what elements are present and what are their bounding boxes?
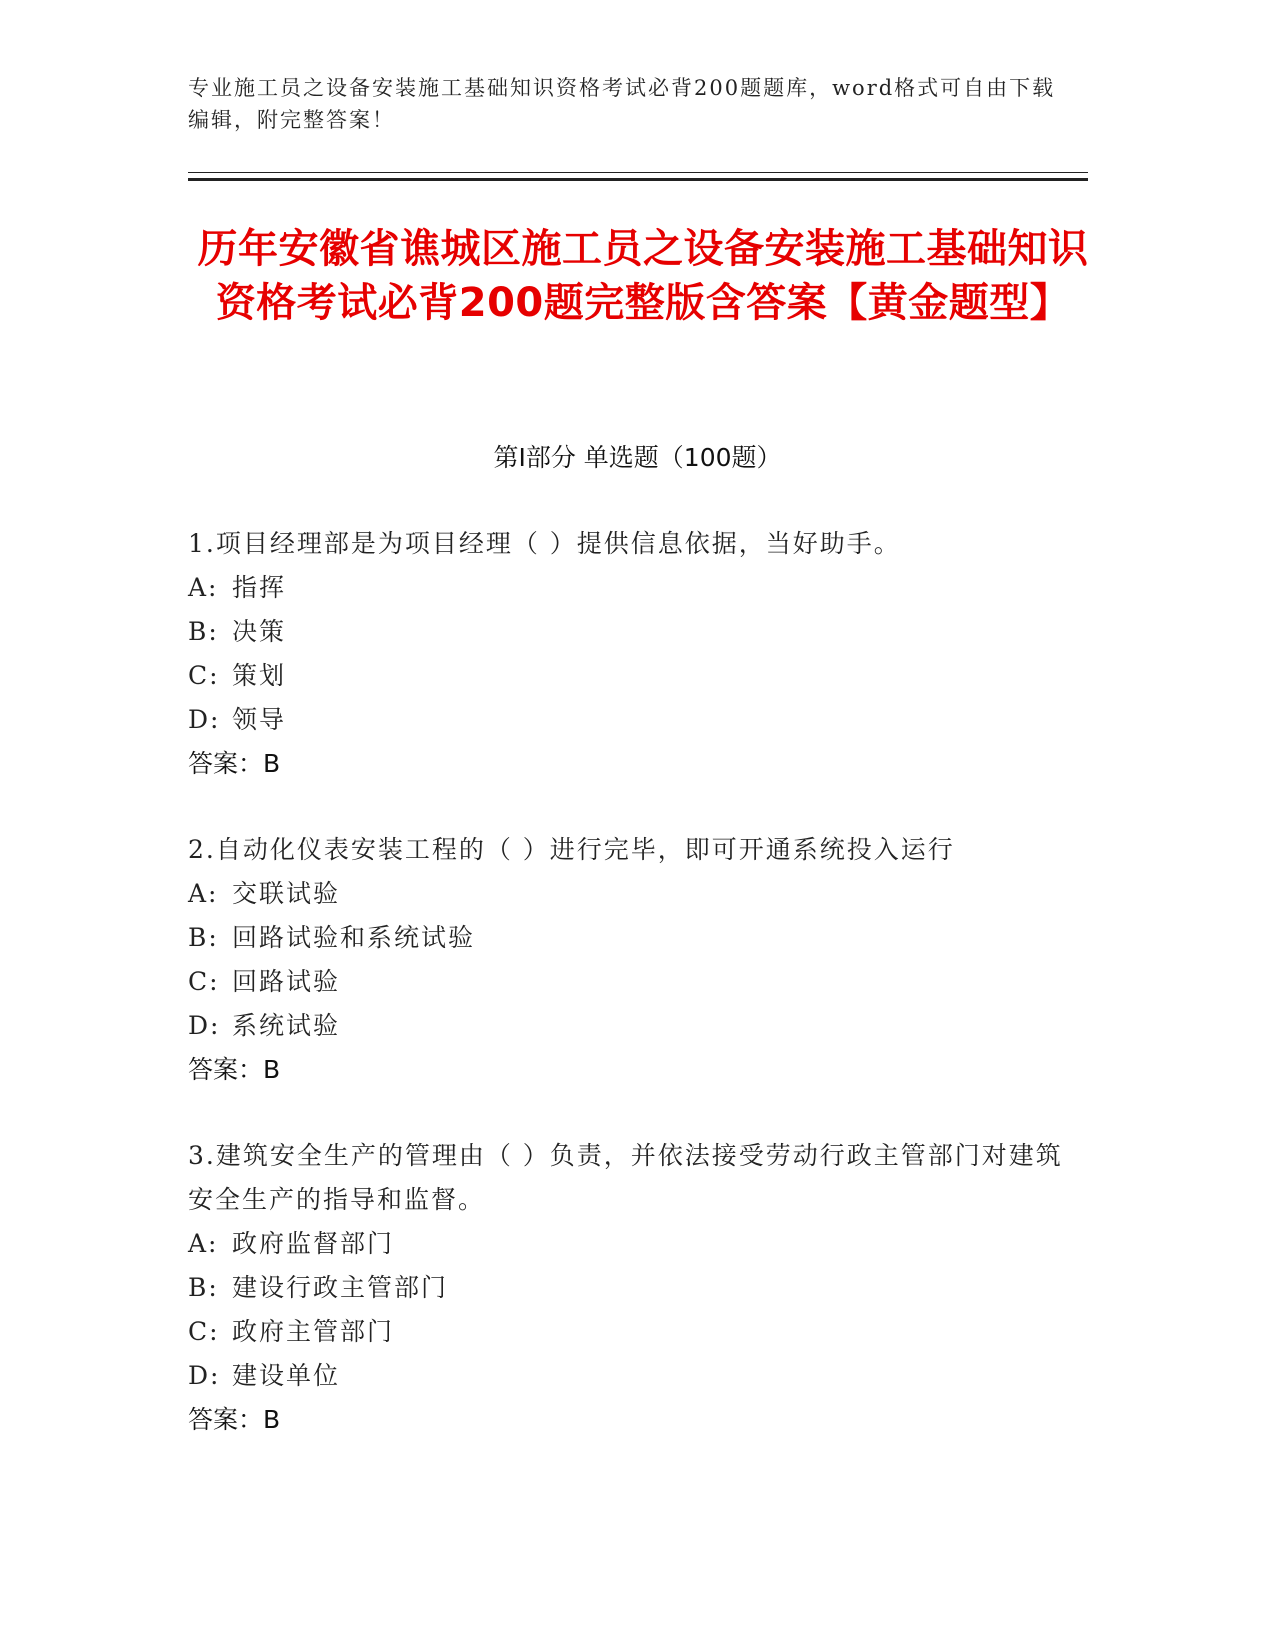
option-text: 政府主管部门 [232, 1317, 395, 1346]
option-letter: D: [188, 1011, 221, 1040]
option-letter: B: [188, 923, 219, 952]
option-text: 指挥 [232, 573, 287, 602]
option-text: 策划 [232, 661, 287, 690]
option-text: 回路试验和系统试验 [232, 923, 476, 952]
option-a [188, 1222, 1088, 1266]
option-d [188, 1354, 1088, 1398]
header-divider-thick [188, 178, 1088, 181]
option-letter: A: [188, 573, 219, 602]
option-letter: A: [188, 1229, 219, 1258]
option-b [188, 916, 1088, 960]
option-c [188, 960, 1088, 1004]
option-a [188, 566, 1088, 610]
answer-line: 答案：B [188, 1405, 281, 1434]
option-text: 建设单位 [232, 1361, 341, 1390]
option-c [188, 1310, 1088, 1354]
option-text: 政府监督部门 [232, 1229, 395, 1258]
option-d [188, 698, 1088, 742]
question-stem: 3.建筑安全生产的管理由（ ）负责，并依法接受劳动行政主管部门对建筑安全生产的指导和监督。 [188, 1141, 1063, 1214]
section-heading: 第Ⅰ部分 单选题（100题） [493, 443, 782, 472]
option-text: 建设行政主管部门 [232, 1273, 449, 1302]
option-letter: A: [188, 879, 219, 908]
option-text: 回路试验 [232, 967, 341, 996]
option-letter: C: [188, 1317, 220, 1346]
header-note: 专业施工员之设备安装施工基础知识资格考试必背200题题库，word格式可自由下载编辑，附完整答案！ [188, 76, 1056, 132]
option-text: 领导 [232, 705, 287, 734]
option-letter: C: [188, 967, 220, 996]
question-3 [188, 1134, 1088, 1442]
question-stem: 1.项目经理部是为项目经理（ ）提供信息依据，当好助手。 [188, 529, 901, 558]
option-b [188, 610, 1088, 654]
option-c [188, 654, 1088, 698]
option-letter: B: [188, 617, 219, 646]
question-1 [188, 522, 1088, 786]
option-d [188, 1004, 1088, 1048]
option-letter: C: [188, 661, 220, 690]
option-b [188, 1266, 1088, 1310]
option-letter: B: [188, 1273, 219, 1302]
question-list [188, 522, 1088, 1484]
option-letter: D: [188, 1361, 221, 1390]
option-text: 决策 [232, 617, 287, 646]
question-2 [188, 828, 1088, 1092]
header-divider-thin [188, 172, 1088, 173]
answer-line: 答案：B [188, 749, 281, 778]
option-letter: D: [188, 705, 221, 734]
document-title: 历年安徽省谯城区施工员之设备安装施工基础知识资格考试必背200题完整版含答案【黄金题型】 [197, 226, 1089, 326]
answer-line: 答案：B [188, 1055, 281, 1084]
option-text: 交联试验 [232, 879, 341, 908]
option-text: 系统试验 [232, 1011, 341, 1040]
option-a [188, 872, 1088, 916]
question-stem: 2.自动化仪表安装工程的（ ）进行完毕，即可开通系统投入运行 [188, 835, 955, 864]
